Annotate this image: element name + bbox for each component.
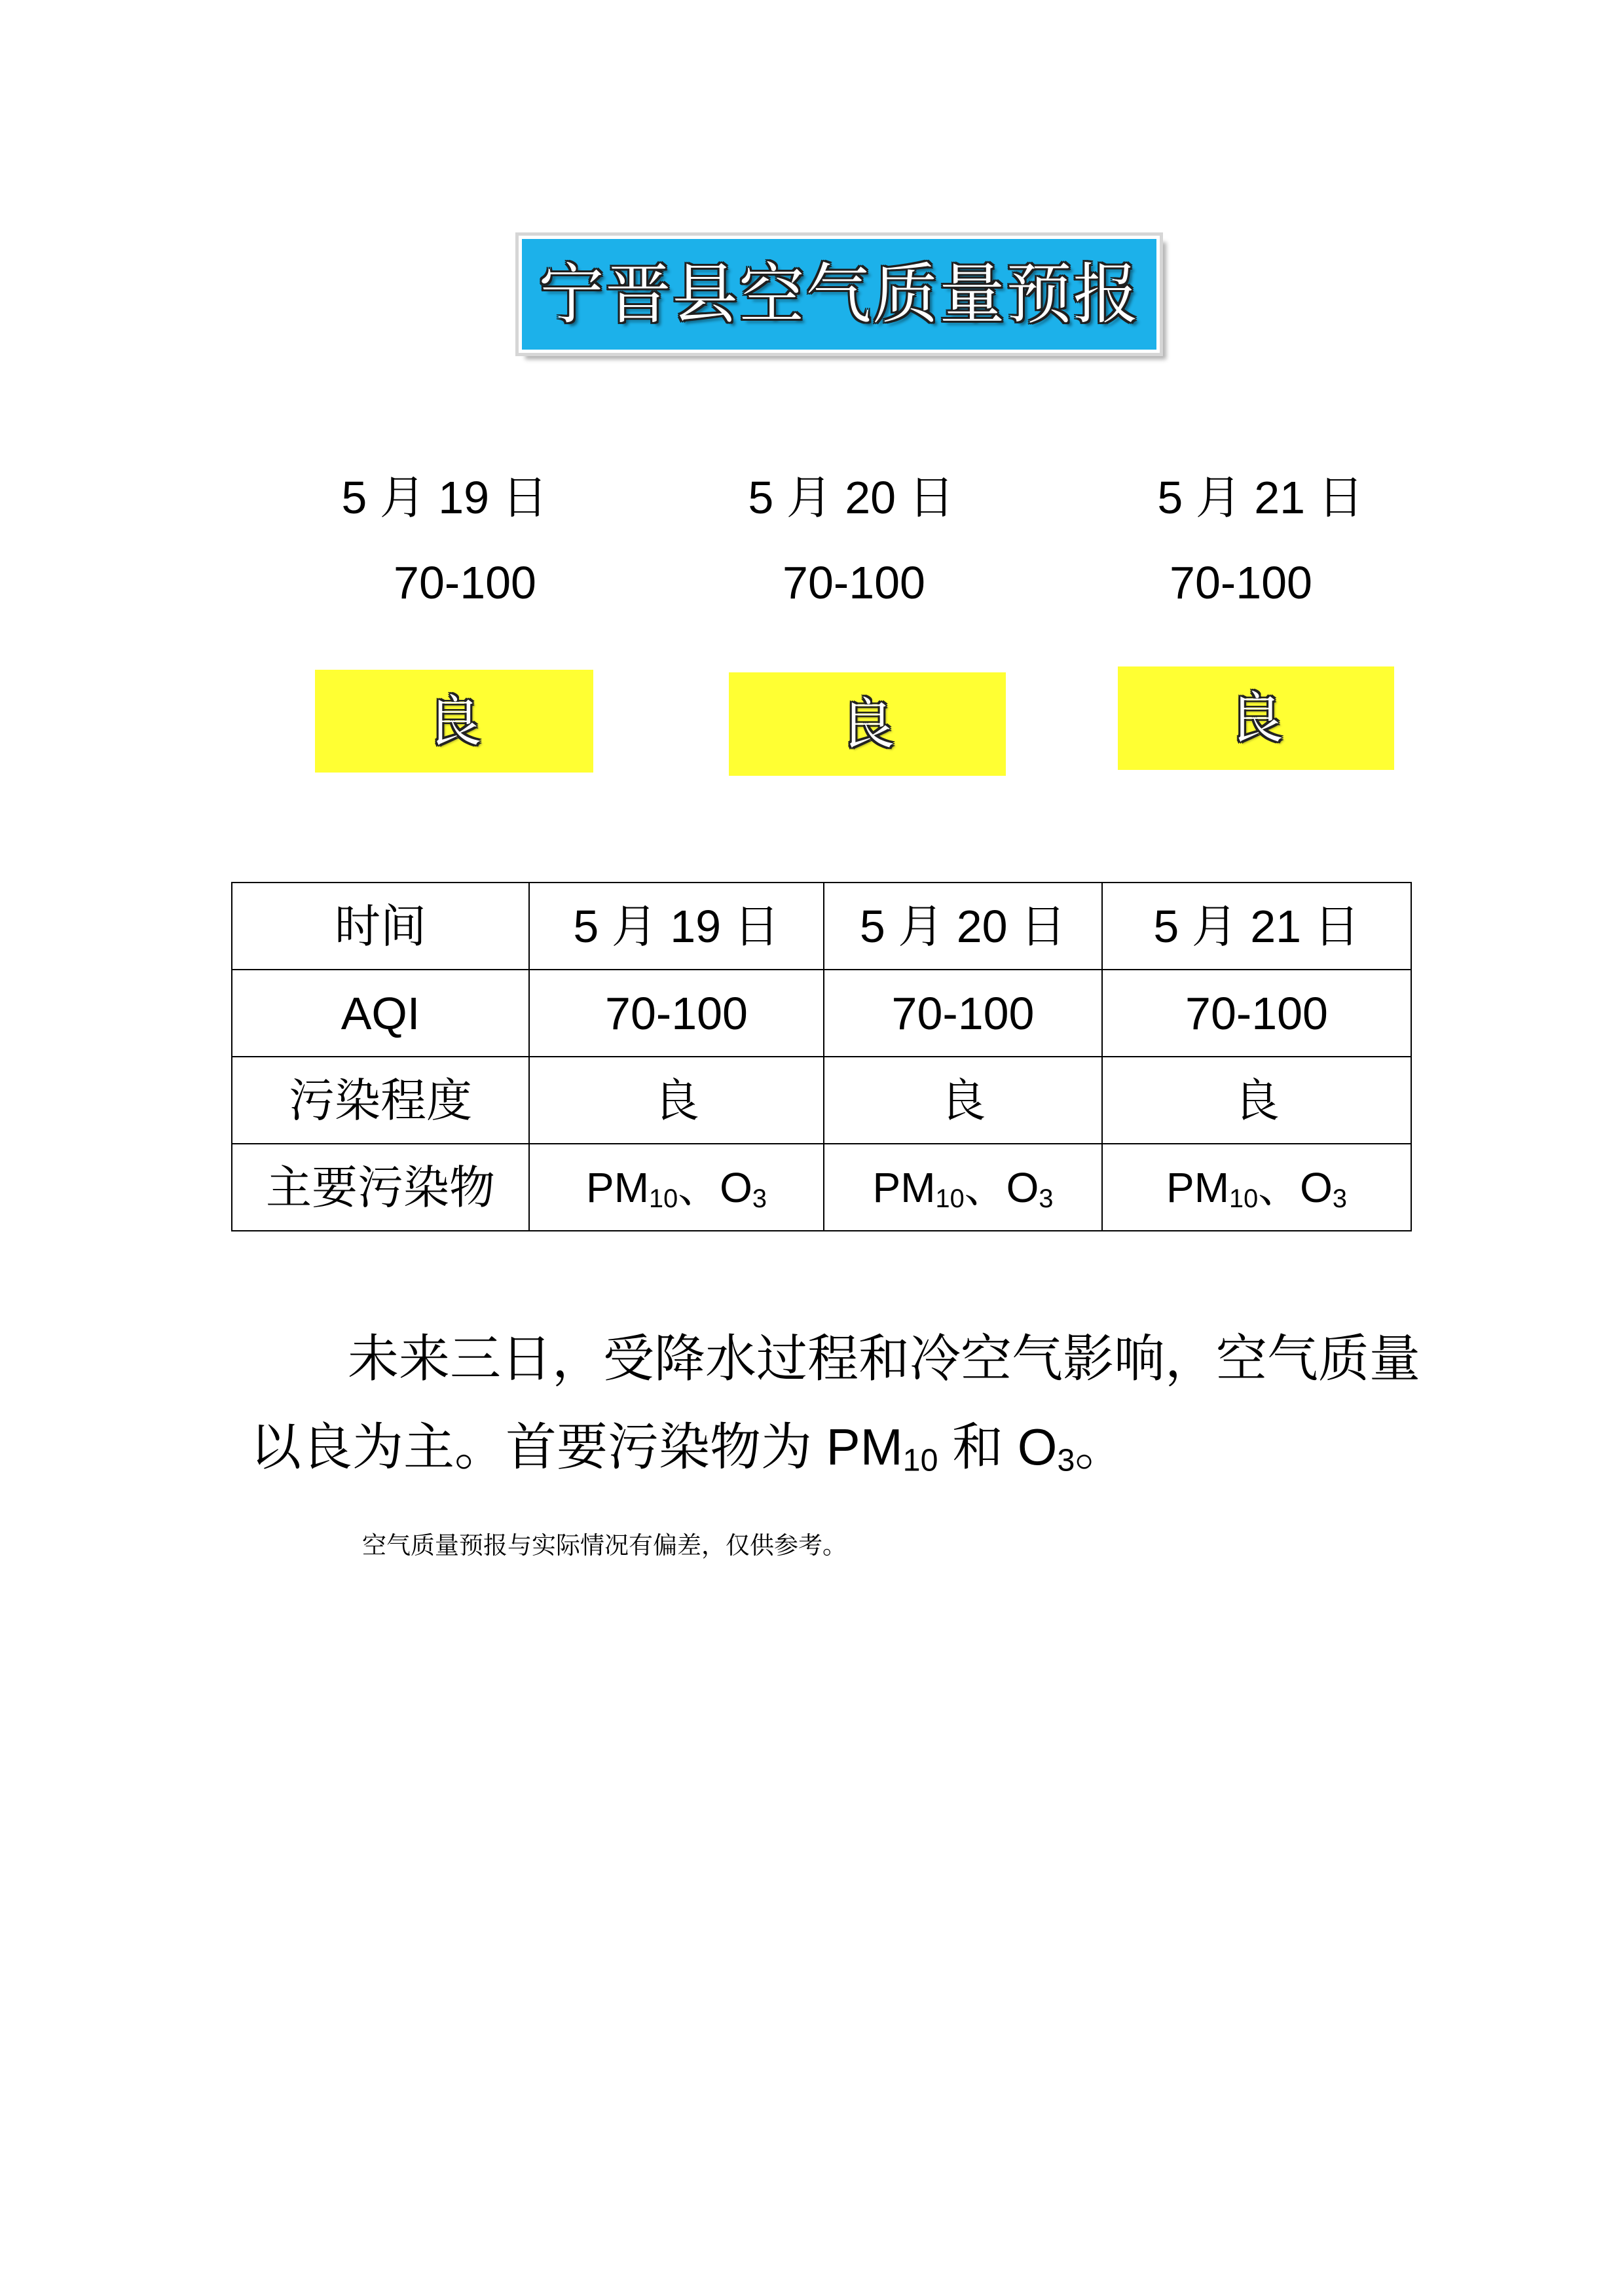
pollutant-name: O (720, 1163, 752, 1211)
table-row-level (232, 1057, 1411, 1144)
air-quality-table (231, 882, 1412, 1231)
table-cell-aqi: 70-100 (824, 970, 1102, 1057)
row-label-time: 时间 (232, 883, 529, 970)
forecast-date-day2: 5 月 20 日 (748, 472, 955, 523)
pollutant-separator: 、 (1258, 1163, 1301, 1211)
pollutant-subscript: 3 (1039, 1184, 1054, 1213)
table-cell-pollutants (529, 1144, 824, 1231)
level-badge-day1 (315, 670, 593, 773)
summary-text: 。 (1075, 1418, 1126, 1476)
row-label-aqi: AQI (232, 970, 529, 1057)
table-cell-date: 5 月 20 日 (824, 883, 1102, 970)
pollutant-name: PM (586, 1163, 649, 1211)
pollutant-separator: 、 (964, 1163, 1006, 1211)
page-title: 宁晋县空气质量预报 (538, 257, 1140, 331)
pollutant-separator: 、 (678, 1163, 720, 1211)
row-label-level: 污染程度 (232, 1057, 529, 1144)
forecast-date-day3: 5 月 21 日 (1157, 472, 1364, 523)
pollutant-subscript: 3 (1332, 1184, 1347, 1213)
summary-text: 和 O (938, 1418, 1058, 1476)
title-banner (519, 236, 1160, 353)
table-cell-aqi: 70-100 (529, 970, 824, 1057)
table-row-aqi (232, 970, 1411, 1057)
table-cell-date: 5 月 21 日 (1102, 883, 1411, 970)
disclaimer-footnote: 空气质量预报与实际情况有偏差，仅供参考。 (362, 1531, 847, 1559)
level-label: 良 (1228, 687, 1283, 749)
pollutant-subscript: 10 (935, 1184, 965, 1213)
table-cell-level: 良 (1102, 1057, 1411, 1144)
forecast-aqi-day1: 70-100 (394, 557, 536, 608)
table-cell-level: 良 (824, 1057, 1102, 1144)
level-badge-day2 (729, 672, 1006, 776)
forecast-aqi-day3: 70-100 (1170, 557, 1312, 608)
summary-subscript: 10 (902, 1442, 938, 1478)
table-cell-aqi: 70-100 (1102, 970, 1411, 1057)
pollutant-subscript: 10 (1229, 1184, 1259, 1213)
pollutant-name: PM (872, 1163, 936, 1211)
table-cell-pollutants (1102, 1144, 1411, 1231)
pollutant-name: O (1006, 1163, 1039, 1211)
pollutant-subscript: 10 (649, 1184, 678, 1213)
summary-subscript: 3 (1057, 1442, 1075, 1478)
level-label: 良 (426, 690, 482, 752)
pollutant-name: O (1300, 1163, 1333, 1211)
summary-line-1: 未来三日，受降水过程和冷空气影响，空气质量 (348, 1330, 1421, 1387)
summary-text: 以良为主。首要污染物为 PM (250, 1418, 903, 1476)
level-label: 良 (840, 693, 895, 755)
table-row-pollutants (232, 1144, 1411, 1231)
pollutant-name: PM (1166, 1163, 1229, 1211)
row-label-pollutants: 主要污染物 (232, 1144, 529, 1231)
forecast-aqi-day2: 70-100 (783, 557, 925, 608)
summary-paragraph (250, 1315, 1421, 1491)
level-badge-day3 (1118, 666, 1394, 770)
table-cell-pollutants (824, 1144, 1102, 1231)
pollutant-subscript: 3 (752, 1184, 767, 1213)
table-cell-level: 良 (529, 1057, 824, 1144)
forecast-date-day1: 5 月 19 日 (341, 472, 548, 523)
table-cell-date: 5 月 19 日 (529, 883, 824, 970)
table-row-time (232, 883, 1411, 970)
summary-line-2 (250, 1403, 1416, 1491)
